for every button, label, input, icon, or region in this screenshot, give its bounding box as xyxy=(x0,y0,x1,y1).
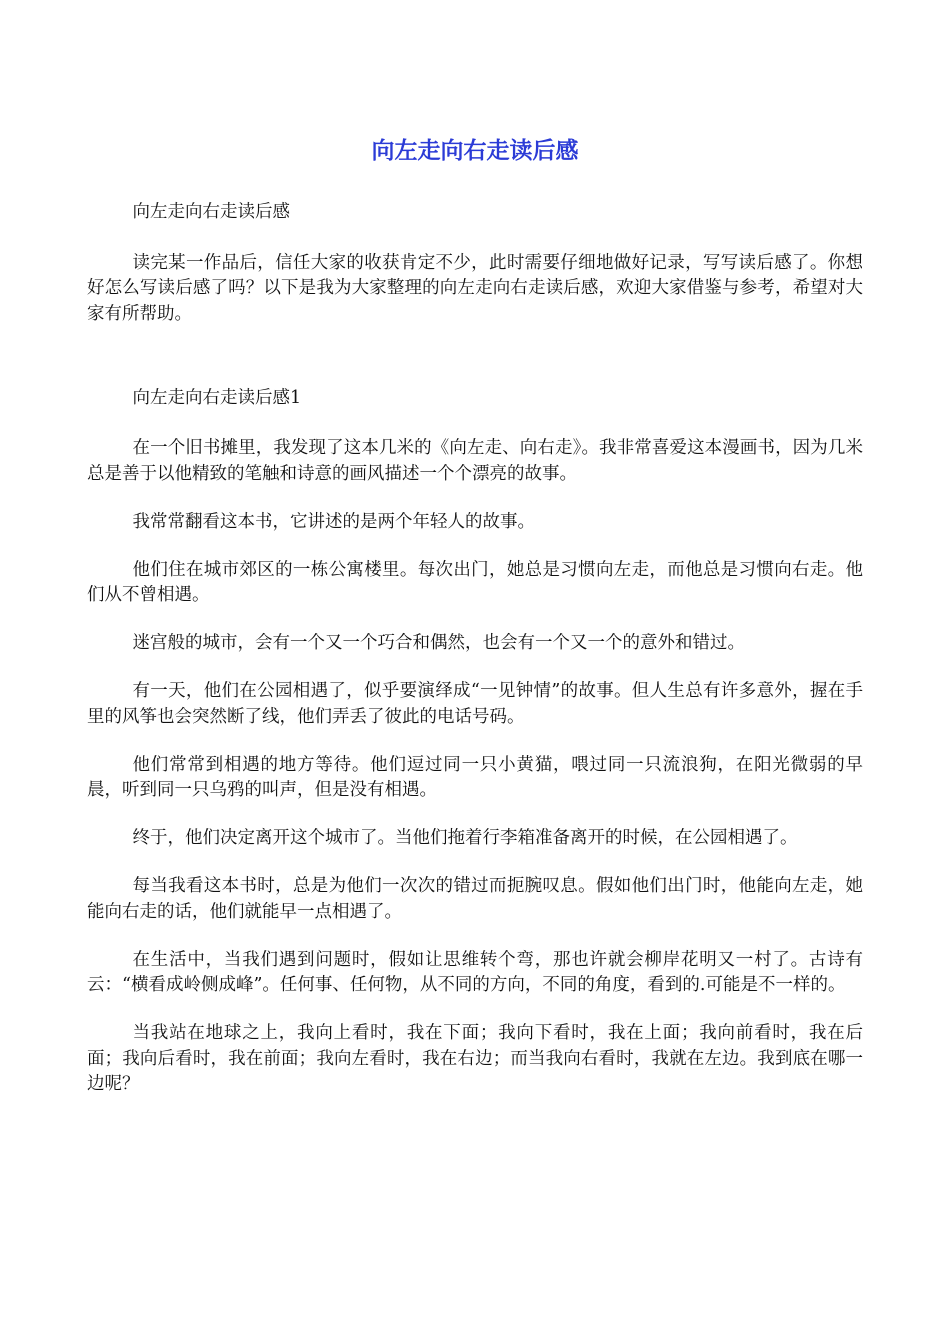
body-paragraph: 每当我看这本书时，总是为他们一次次的错过而扼腕叹息。假如他们出门时，他能向左走，她能向右走的话，他们就能早一点相遇了。 xyxy=(87,876,863,922)
document-body xyxy=(87,200,863,1120)
body-paragraph: 迷宫般的城市，会有一个又一个巧合和偶然，也会有一个又一个的意外和错过。 xyxy=(132,633,745,653)
document-title: 向左走向右走读后感 xyxy=(371,138,579,164)
body-paragraph: 在一个旧书摊里，我发现了这本几米的《向左走、向右走》。我非常喜爱这本漫画书，因为几米总是善于以他精致的笔触和诗意的画风描述一个个漂亮的故事。 xyxy=(87,438,863,484)
intro-paragraph: 读完某一作品后，信任大家的收获肯定不少，此时需要仔细地做好记录，写写读后感了。你想好怎么写读后感了吗？以下是我为大家整理的向左走向右走读后感，欢迎大家借鉴与参考，希望对大家有所帮助。 xyxy=(87,252,863,324)
body-paragraph: 他们常常到相遇的地方等待。他们逗过同一只小黄猫，喂过同一只流浪狗，在阳光微弱的早晨，听到同一只乌鸦的叫声，但是没有相遇。 xyxy=(87,754,863,800)
body-paragraph: 终于，他们决定离开这个城市了。当他们拖着行李箱准备离开的时候，在公园相遇了。 xyxy=(132,828,798,848)
body-paragraph: 我常常翻看这本书，它讲述的是两个年轻人的故事。 xyxy=(132,511,535,532)
body-paragraph: 在生活中，当我们遇到问题时，假如让思维转个弯，那也许就会柳岸花明又一村了。古诗有云：“横看成岭侧成峰”。任何事、任何物，从不同的方向，不同的角度，看到的.可能是不一样的。 xyxy=(87,949,863,995)
body-paragraph: 有一天，他们在公园相遇了，似乎要演绎成“一见钟情”的故事。但人生总有许多意外，握在手里的风筝也会突然断了线，他们弄丢了彼此的电话号码。 xyxy=(87,681,863,727)
section-heading: 向左走向右走读后感1 xyxy=(132,387,302,408)
body-paragraph: 他们住在城市郊区的一栋公寓楼里。每次出门，她总是习惯向左走，而他总是习惯向右走。他们从不曾相遇。 xyxy=(87,559,863,605)
section-spacer xyxy=(87,350,863,386)
body-paragraph: 当我站在地球之上，我向上看时，我在下面；我向下看时，我在上面；我向前看时，我在后面；我向后看时，我在前面；我向左看时，我在右边；而当我向右看时，我就在左边。我到底在哪一边呢？ xyxy=(87,1023,863,1094)
document-subtitle: 向左走向右走读后感 xyxy=(132,202,290,222)
